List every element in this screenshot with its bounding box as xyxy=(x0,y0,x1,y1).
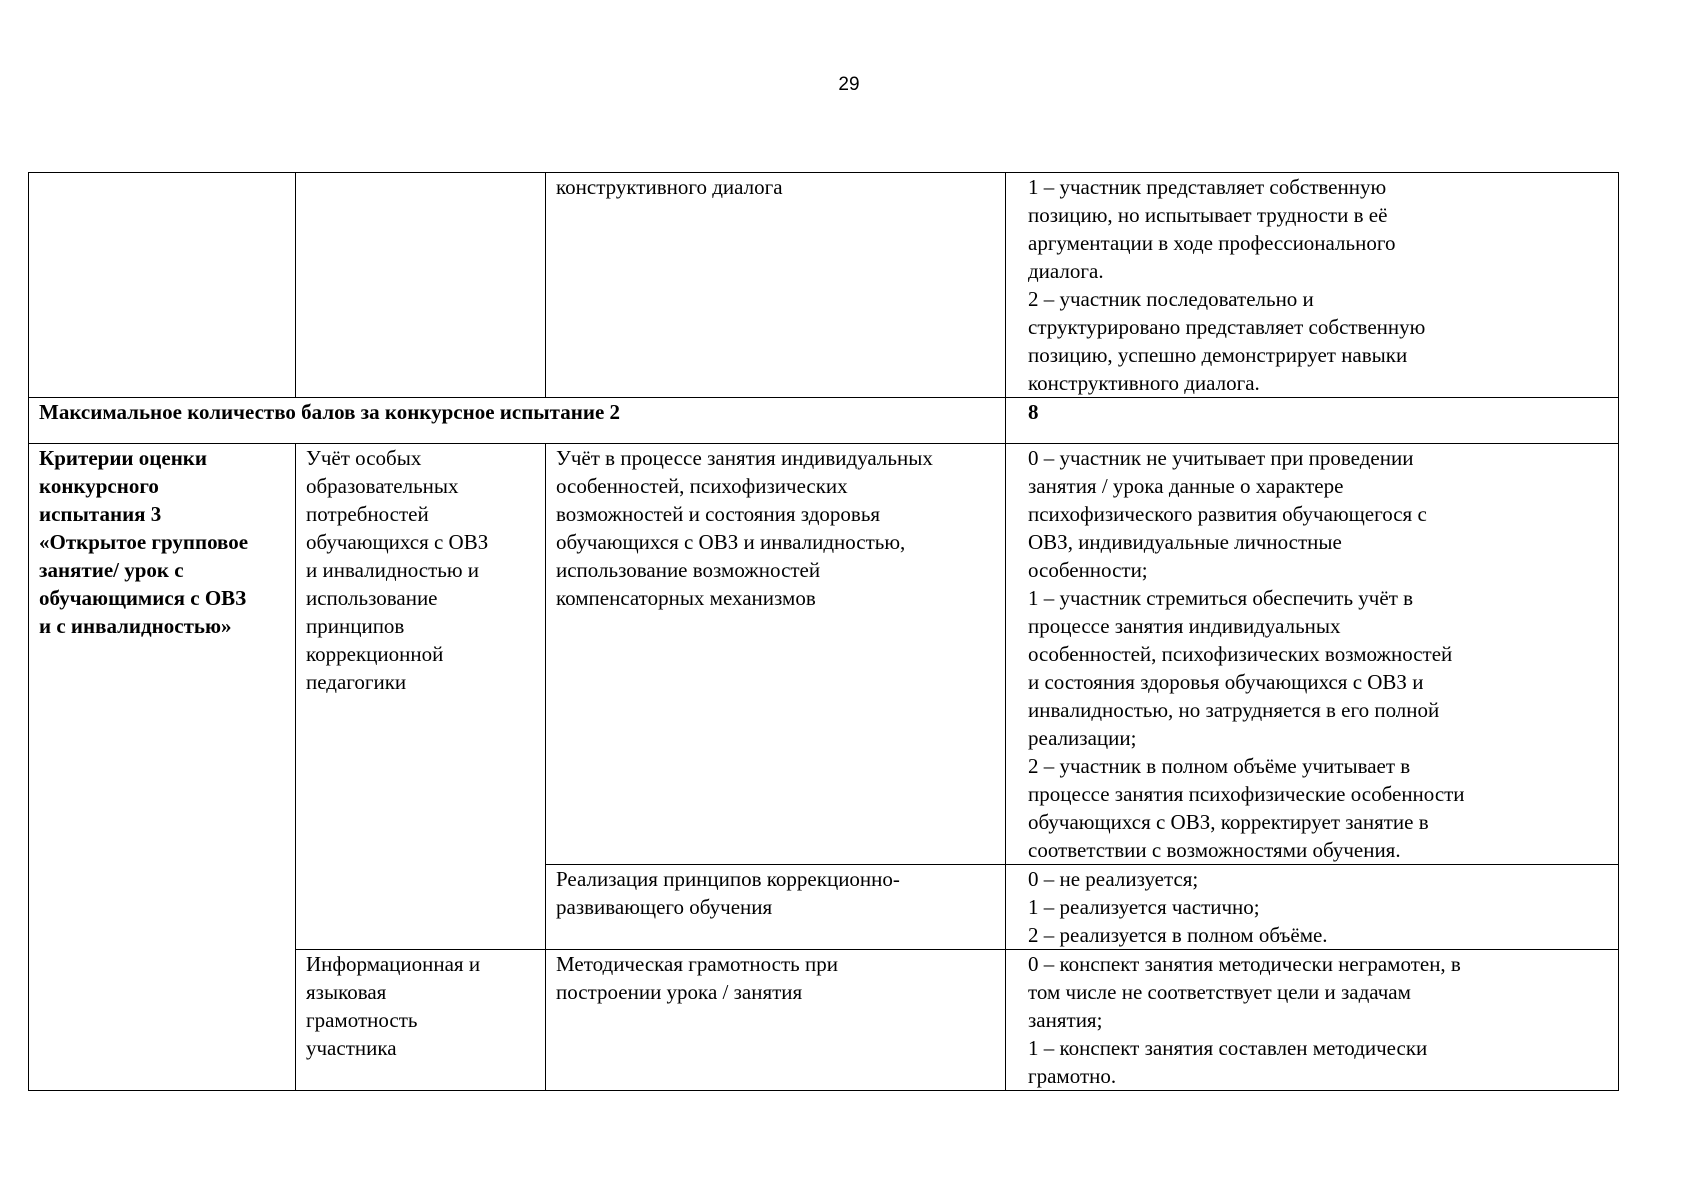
text-line: Учёт в процессе занятия индивидуальных xyxy=(556,446,933,470)
empty-group-cell xyxy=(296,173,546,398)
text-line: обучающимися с ОВЗ xyxy=(39,586,247,610)
criteria-title-cell xyxy=(29,444,296,1091)
continuation-row xyxy=(29,173,1619,398)
text-line: позицию, успешно демонстрирует навыки xyxy=(1028,343,1408,367)
score-cell xyxy=(1006,444,1619,865)
text-line: 1 – конспект занятия составлен методически xyxy=(1028,1036,1428,1060)
text-line: соответствии с возможностями обучения. xyxy=(1028,838,1401,862)
text-line: конкурсного xyxy=(39,474,159,498)
max-score-value-text: 8 xyxy=(1028,400,1039,424)
text-line: и состояния здоровья обучающихся с ОВЗ и xyxy=(1028,670,1424,694)
text-line: аргументации в ходе профессионального xyxy=(1028,231,1396,255)
text-line: Учёт особых xyxy=(306,446,422,470)
criteria-row xyxy=(29,444,1619,865)
text-line: обучающихся с ОВЗ xyxy=(306,530,489,554)
text-line: диалога. xyxy=(1028,259,1104,283)
text-line: занятия; xyxy=(1028,1008,1103,1032)
text-line: психофизического развития обучающегося с xyxy=(1028,502,1427,526)
text-line: занятие/ урок с xyxy=(39,558,184,582)
text-line: испытания 3 xyxy=(39,502,162,526)
text-line: языковая xyxy=(306,980,387,1004)
text-line: грамотно. xyxy=(1028,1064,1117,1088)
text-line: обучающихся с ОВЗ и инвалидностью, xyxy=(556,530,906,554)
text-line: и инвалидностью и xyxy=(306,558,480,582)
text-line: 2 – участник последовательно и xyxy=(1028,287,1314,311)
max-score-label xyxy=(29,398,1006,444)
text-line: особенностей, психофизических xyxy=(556,474,848,498)
text-line: компенсаторных механизмов xyxy=(556,586,816,610)
text-line: структурировано представляет собственную xyxy=(1028,315,1426,339)
indicator-cell xyxy=(546,173,1006,398)
text-line: Методическая грамотность при xyxy=(556,952,838,976)
text-line: ОВЗ, индивидуальные личностные xyxy=(1028,530,1342,554)
text-line: конструктивного диалога. xyxy=(1028,371,1260,395)
text-line: коррекционной xyxy=(306,642,444,666)
empty-criteria-cell xyxy=(29,173,296,398)
score-cell xyxy=(1006,950,1619,1091)
indicator-cell xyxy=(546,444,1006,865)
text-line: 0 – не реализуется; xyxy=(1028,867,1199,891)
text-line: использование возможностей xyxy=(556,558,821,582)
text-line: Реализация принципов коррекционно- xyxy=(556,867,900,891)
score-cell xyxy=(1006,865,1619,950)
text-line: 2 – реализуется в полном объёме. xyxy=(1028,923,1328,947)
text-line: возможностей и состояния здоровья xyxy=(556,502,881,526)
text-line: обучающихся с ОВЗ, корректирует занятие в xyxy=(1028,810,1429,834)
text-line: 1 – участник стремиться обеспечить учёт в xyxy=(1028,586,1414,610)
max-score-value xyxy=(1006,398,1619,444)
criterion-group-cell xyxy=(296,444,546,950)
text-line: Информационная и xyxy=(306,952,481,976)
text-line: 1 – реализуется частично; xyxy=(1028,895,1260,919)
text-line: реализации; xyxy=(1028,726,1137,750)
page-number: 29 xyxy=(838,74,860,95)
max-score-row xyxy=(29,398,1619,444)
text-line: занятия / урока данные о характере xyxy=(1028,474,1344,498)
text-line: конструктивного диалога xyxy=(556,175,783,199)
text-line: процессе занятия психофизические особенности xyxy=(1028,782,1465,806)
text-line: «Открытое групповое xyxy=(39,530,249,554)
text-line: развивающего обучения xyxy=(556,895,773,919)
text-line: особенностей, психофизических возможностей xyxy=(1028,642,1453,666)
text-line: Критерии оценки xyxy=(39,446,207,470)
text-line: потребностей xyxy=(306,502,429,526)
text-line: образовательных xyxy=(306,474,459,498)
criterion-group-cell xyxy=(296,950,546,1091)
text-line: 2 – участник в полном объёме учитывает в xyxy=(1028,754,1411,778)
text-line: грамотность xyxy=(306,1008,418,1032)
text-line: том числе не соответствует цели и задачам xyxy=(1028,980,1411,1004)
text-line: использование xyxy=(306,586,438,610)
text-line: педагогики xyxy=(306,670,407,694)
text-line: участника xyxy=(306,1036,397,1060)
text-line: 0 – участник не учитывает при проведении xyxy=(1028,446,1414,470)
text-line: инвалидностью, но затрудняется в его полной xyxy=(1028,698,1440,722)
text-line: 0 – конспект занятия методически неграмотен, в xyxy=(1028,952,1461,976)
text-line: особенности; xyxy=(1028,558,1148,582)
score-cell xyxy=(1006,173,1619,398)
text-line: 1 – участник представляет собственную xyxy=(1028,175,1387,199)
text-line: принципов xyxy=(306,614,405,638)
text-line: процессе занятия индивидуальных xyxy=(1028,614,1341,638)
indicator-cell xyxy=(546,950,1006,1091)
criteria-table xyxy=(28,172,1619,1091)
max-score-label-text: Максимальное количество балов за конкурсное испытание 2 xyxy=(39,400,621,424)
text-line: построении урока / занятия xyxy=(556,980,803,1004)
indicator-cell xyxy=(546,865,1006,950)
text-line: позицию, но испытывает трудности в её xyxy=(1028,203,1388,227)
text-line: и с инвалидностью» xyxy=(39,614,232,638)
